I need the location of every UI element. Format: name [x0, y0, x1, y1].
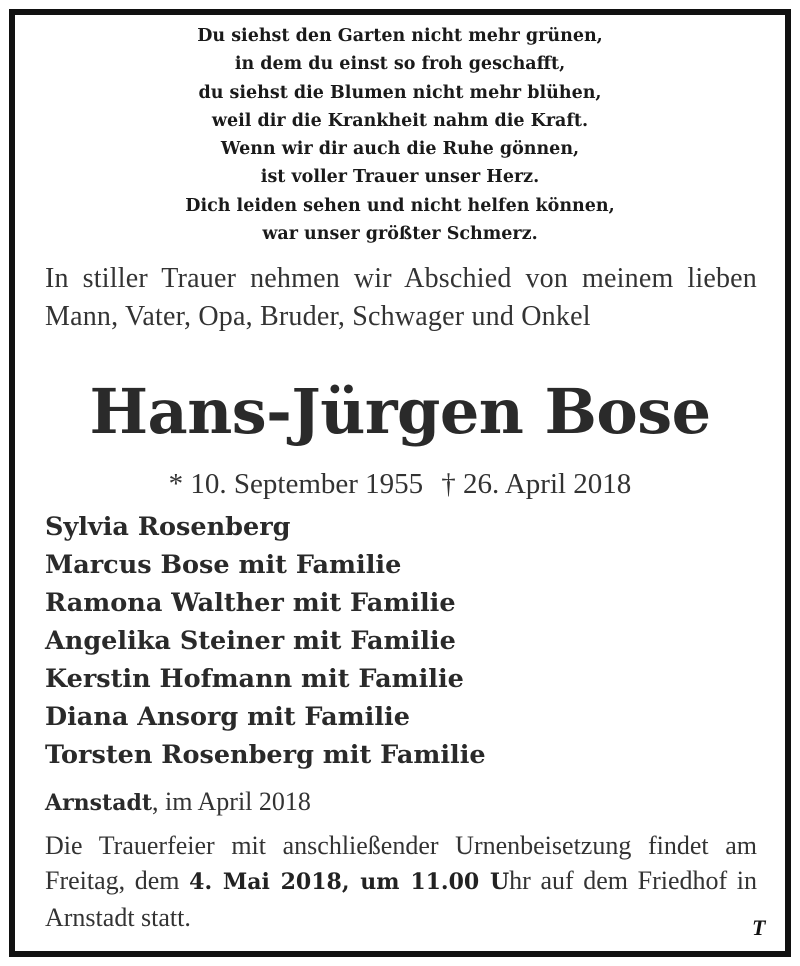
poem-line: Wenn wir dir auch die Ruhe gönnen, [220, 139, 580, 160]
birth-date: * 10. September 1955 [168, 468, 424, 500]
intro-text: In stiller Trauer nehmen wir Abschied von meinem lieben Mann, Vater, Opa, Bruder, Schwager und Onkel [45, 263, 757, 332]
funeral-text-after: hr auf dem Friedhof in Arnstadt statt. [45, 866, 757, 932]
poem-line: ist voller Trauer unser Herz. [260, 167, 540, 188]
poem [0, 22, 800, 248]
deceased-name: Hans-Jürgen Bose [89, 375, 711, 448]
poem-line: Dich leiden sehen und nicht helfen können, [185, 195, 615, 216]
mourner: Sylvia Rosenberg [45, 512, 291, 542]
mourner: Marcus Bose mit Familie [45, 550, 402, 580]
place-date: , im April 2018 [152, 787, 311, 816]
publisher-mark: T [752, 915, 766, 940]
poem-line: war unser größter Schmerz. [262, 224, 538, 245]
life-dates [0, 464, 800, 504]
mourner: Angelika Steiner mit Familie [45, 626, 456, 656]
mourners-list [45, 508, 745, 774]
poem-line: in dem du einst so froh geschafft, [234, 54, 566, 75]
mourner: Ramona Walther mit Familie [45, 588, 456, 618]
poem-line: du siehst die Blumen nicht mehr blühen, [198, 82, 602, 103]
poem-line: weil dir die Krankheit nahm die Kraft. [211, 110, 589, 131]
funeral-text-before: Die Trauerfeier mit anschließender Urnenbeisetzung findet am Freitag, dem [45, 831, 757, 895]
funeral-date-time: 4. Mai 2018, um 11.00 U [189, 869, 510, 895]
poem-line: Du siehst den Garten nicht mehr grünen, [197, 26, 603, 46]
mourner: Torsten Rosenberg mit Familie [45, 740, 486, 770]
place-name: Arnstadt [45, 790, 153, 816]
death-date: † 26. April 2018 [441, 468, 632, 500]
place-date-line [45, 784, 745, 821]
mourner: Diana Ansorg mit Familie [45, 702, 410, 732]
mourner: Kerstin Hofmann mit Familie [45, 664, 464, 694]
funeral-info [45, 828, 757, 935]
